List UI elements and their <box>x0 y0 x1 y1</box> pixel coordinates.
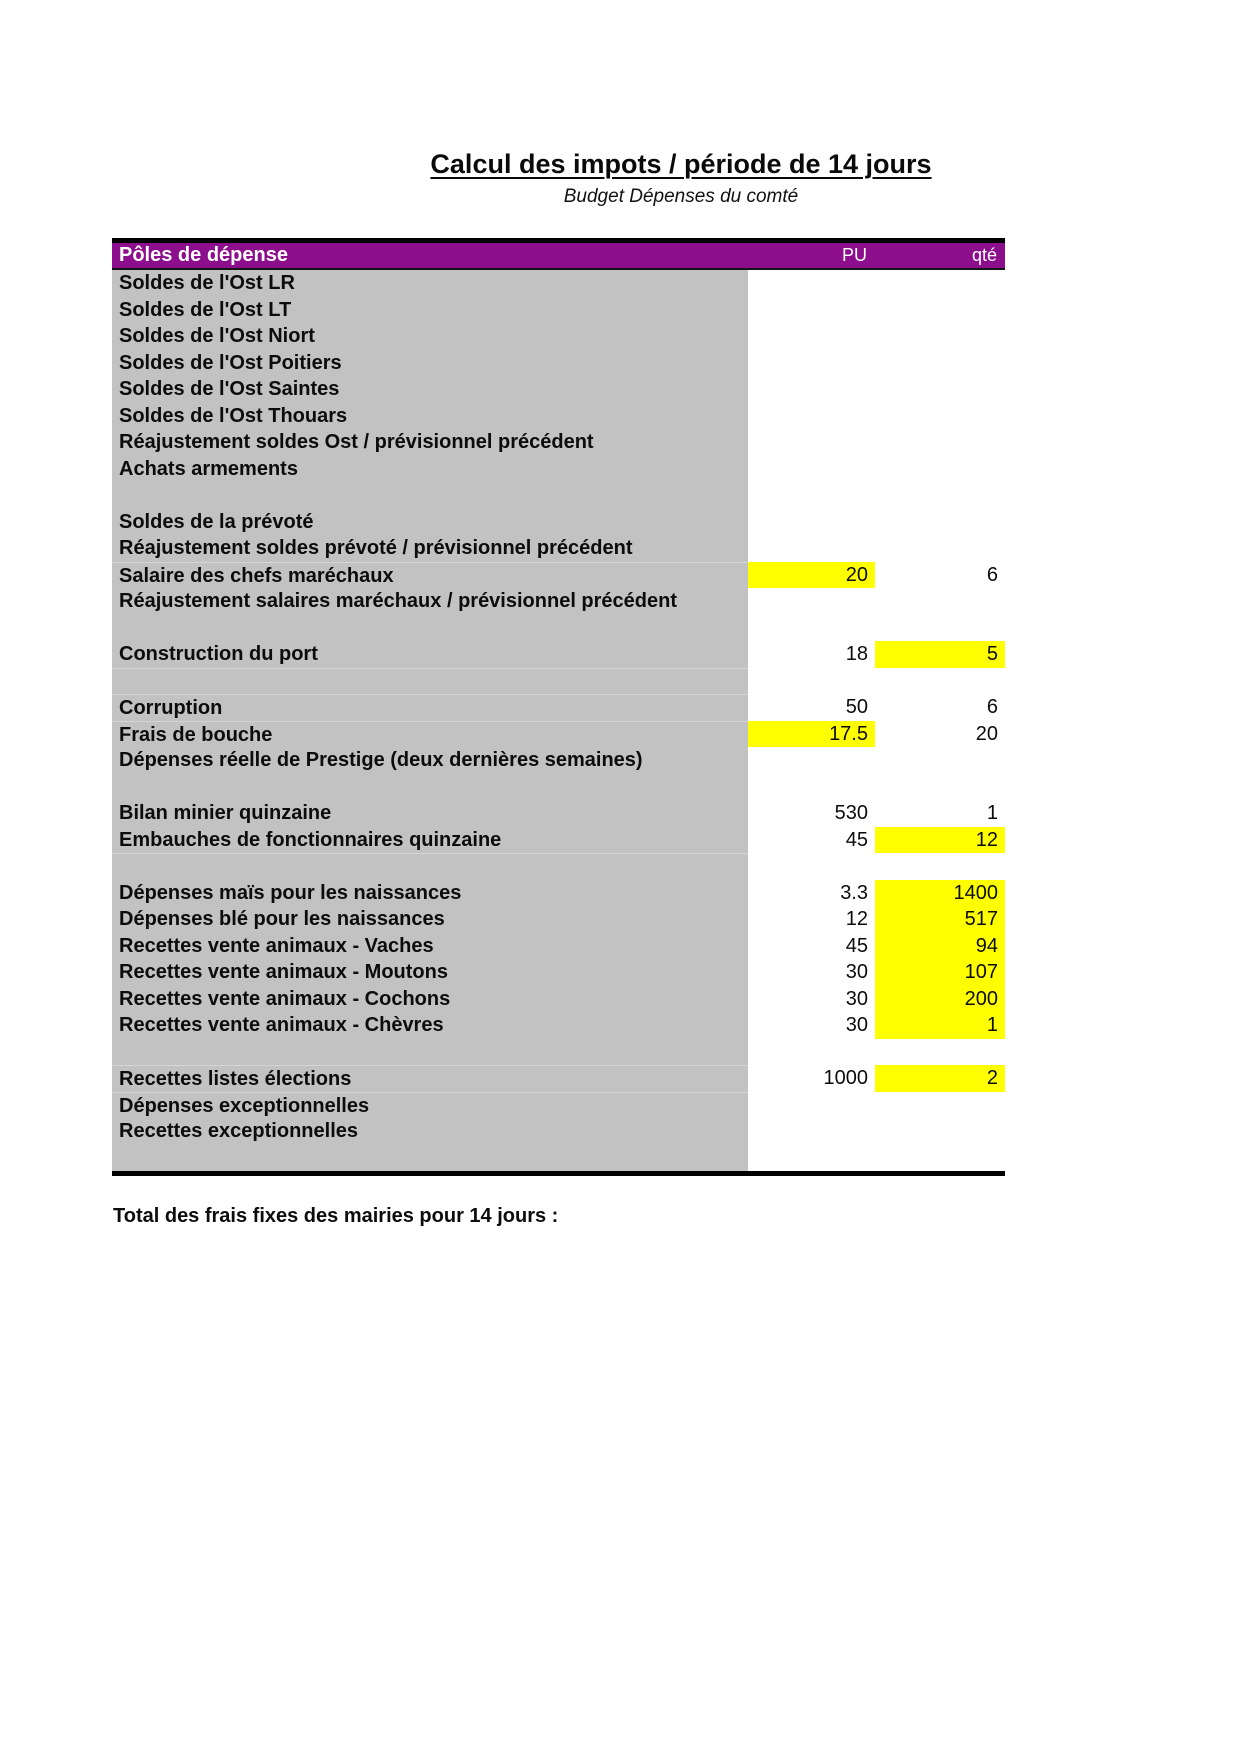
row-label-cell <box>112 1039 748 1066</box>
pu-cell: 45 <box>845 828 868 851</box>
column-header-pu: PU <box>841 245 867 265</box>
row-label-cell: Réajustement soldes Ost / prévisionnel précédent <box>112 429 748 456</box>
pu-cell <box>748 376 875 403</box>
qty-cell: 94 <box>875 933 1005 960</box>
pu-cell <box>748 747 875 774</box>
row-label-cell <box>112 853 748 880</box>
table-row <box>112 986 1005 1013</box>
pu-cell <box>748 615 875 642</box>
pu-cell: 45 <box>845 934 868 957</box>
table-row <box>112 933 1005 960</box>
table-row <box>112 800 1005 827</box>
qty-cell <box>875 270 1005 297</box>
table-row <box>112 429 1005 456</box>
table-row <box>112 350 1005 377</box>
row-label-cell <box>112 668 748 695</box>
table-row <box>112 1092 1005 1119</box>
qty-cell: 517 <box>875 906 1005 933</box>
row-label-cell: Construction du port <box>112 641 748 668</box>
row-label-cell: Achats armements <box>112 456 748 483</box>
qty-cell <box>875 747 1005 774</box>
table-row <box>112 297 1005 324</box>
qty-cell <box>875 509 1005 536</box>
qty-cell <box>875 376 1005 403</box>
row-label-cell: Dépenses blé pour les naissances <box>112 906 748 933</box>
pu-cell <box>748 482 875 509</box>
pu-cell: 18 <box>845 643 868 665</box>
table-row <box>112 774 1005 801</box>
qty-cell <box>875 1039 1005 1066</box>
page-subtitle: Budget Dépenses du comté <box>563 186 799 207</box>
pu-cell <box>748 853 875 880</box>
table-row <box>112 747 1005 774</box>
row-label-cell: Frais de bouche <box>112 721 748 748</box>
table-row <box>112 376 1005 403</box>
row-label-cell: Réajustement salaires maréchaux / prévisionnel précédent <box>112 588 748 615</box>
pu-cell: 12 <box>845 908 868 930</box>
qty-cell <box>875 456 1005 483</box>
pu-cell: 30 <box>845 1014 868 1036</box>
pu-cell: 30 <box>845 961 868 983</box>
table-row <box>112 668 1005 695</box>
pu-cell <box>748 456 875 483</box>
table-row <box>112 588 1005 615</box>
row-label-cell: Bilan minier quinzaine <box>112 800 748 827</box>
qty-cell <box>875 774 1005 801</box>
row-label-cell: Soldes de l'Ost Niort <box>112 323 748 350</box>
pu-cell <box>748 1145 875 1172</box>
table-row <box>112 615 1005 642</box>
row-label-cell <box>112 615 748 642</box>
pu-cell <box>748 1118 875 1145</box>
pu-cell: 30 <box>845 987 868 1010</box>
row-label-cell: Soldes de l'Ost LR <box>112 270 748 297</box>
table-row <box>112 906 1005 933</box>
qty-cell: 6 <box>986 563 998 586</box>
pu-cell <box>748 509 875 536</box>
row-label-cell: Dépenses exceptionnelles <box>112 1092 748 1119</box>
table-row <box>112 482 1005 509</box>
pu-cell <box>748 588 875 615</box>
row-label-cell <box>112 1145 748 1172</box>
qty-cell <box>875 1145 1005 1172</box>
pu-cell <box>748 429 875 456</box>
pu-cell <box>748 350 875 377</box>
qty-cell <box>875 535 1005 562</box>
row-label-cell: Soldes de l'Ost LT <box>112 297 748 324</box>
qty-cell: 5 <box>875 641 1005 668</box>
table-row <box>112 721 1005 748</box>
qty-cell: 6 <box>986 696 998 718</box>
pu-cell: 50 <box>845 696 868 718</box>
row-label-cell: Réajustement soldes prévoté / prévisionnel précédent <box>112 535 748 562</box>
qty-cell <box>875 297 1005 324</box>
row-label-cell: Soldes de la prévoté <box>112 509 748 536</box>
pu-cell <box>748 774 875 801</box>
qty-cell: 20 <box>975 722 998 745</box>
qty-cell <box>875 853 1005 880</box>
pu-cell: 530 <box>834 802 868 824</box>
row-label-cell: Soldes de l'Ost Saintes <box>112 376 748 403</box>
row-label-cell: Recettes vente animaux - Moutons <box>112 959 748 986</box>
qty-cell: 1 <box>986 802 998 824</box>
qty-cell <box>875 403 1005 430</box>
pu-cell <box>748 403 875 430</box>
row-label-cell: Salaire des chefs maréchaux <box>112 562 748 589</box>
row-label-cell: Soldes de l'Ost Poitiers <box>112 350 748 377</box>
table-row <box>112 827 1005 854</box>
qty-cell <box>875 1118 1005 1145</box>
table-row <box>112 535 1005 562</box>
row-label-cell: Embauches de fonctionnaires quinzaine <box>112 827 748 854</box>
table-row <box>112 853 1005 880</box>
expense-table <box>112 238 1005 1176</box>
table-row <box>112 562 1005 589</box>
table-row <box>112 1039 1005 1066</box>
row-label-cell: Recettes listes élections <box>112 1065 748 1092</box>
qty-cell: 2 <box>875 1065 1005 1092</box>
qty-cell <box>875 482 1005 509</box>
table-header-row <box>112 243 1005 270</box>
pu-cell <box>748 297 875 324</box>
pu-cell <box>748 1039 875 1066</box>
pu-cell: 17.5 <box>748 721 875 748</box>
row-label-cell: Corruption <box>112 694 748 721</box>
qty-cell <box>875 323 1005 350</box>
qty-cell <box>875 429 1005 456</box>
row-label-cell: Recettes vente animaux - Cochons <box>112 986 748 1013</box>
qty-cell: 200 <box>875 986 1005 1013</box>
pu-cell <box>748 270 875 297</box>
column-header-expense-poles: Pôles de dépense <box>119 244 288 266</box>
qty-cell: 107 <box>875 959 1005 986</box>
table-row <box>112 1012 1005 1039</box>
qty-cell <box>875 588 1005 615</box>
table-row <box>112 509 1005 536</box>
table-row <box>112 456 1005 483</box>
pu-cell <box>748 1092 875 1119</box>
table-row <box>112 323 1005 350</box>
row-label-cell: Dépenses réelle de Prestige (deux dernières semaines) <box>112 747 748 774</box>
pu-cell <box>748 323 875 350</box>
qty-cell <box>875 1092 1005 1119</box>
row-label-cell <box>112 482 748 509</box>
qty-cell: 12 <box>875 827 1005 854</box>
pu-cell <box>748 668 875 695</box>
table-row <box>112 1065 1005 1092</box>
table-row <box>112 641 1005 668</box>
table-row <box>112 270 1005 297</box>
row-label-cell: Recettes exceptionnelles <box>112 1118 748 1145</box>
qty-cell <box>875 668 1005 695</box>
pu-cell: 20 <box>748 562 875 589</box>
table-row <box>112 403 1005 430</box>
table-row <box>112 694 1005 721</box>
pu-cell: 3.3 <box>840 881 868 904</box>
table-row <box>112 1145 1005 1172</box>
total-fixed-costs-label: Total des frais fixes des mairies pour 14 jours : <box>113 1205 559 1227</box>
qty-cell <box>875 615 1005 642</box>
row-label-cell: Soldes de l'Ost Thouars <box>112 403 748 430</box>
table-row <box>112 880 1005 907</box>
table-row <box>112 1118 1005 1145</box>
qty-cell: 1400 <box>875 880 1005 907</box>
column-header-qty: qté <box>971 245 997 265</box>
page-title: Calcul des impots / période de 14 jours <box>430 149 932 179</box>
row-label-cell <box>112 774 748 801</box>
row-label-cell: Recettes vente animaux - Chèvres <box>112 1012 748 1039</box>
row-label-cell: Dépenses maïs pour les naissances <box>112 880 748 907</box>
expense-table-body <box>112 270 1005 1171</box>
qty-cell <box>875 350 1005 377</box>
pu-cell <box>748 535 875 562</box>
table-row <box>112 959 1005 986</box>
row-label-cell: Recettes vente animaux - Vaches <box>112 933 748 960</box>
pu-cell: 1000 <box>823 1067 868 1089</box>
qty-cell: 1 <box>875 1012 1005 1039</box>
